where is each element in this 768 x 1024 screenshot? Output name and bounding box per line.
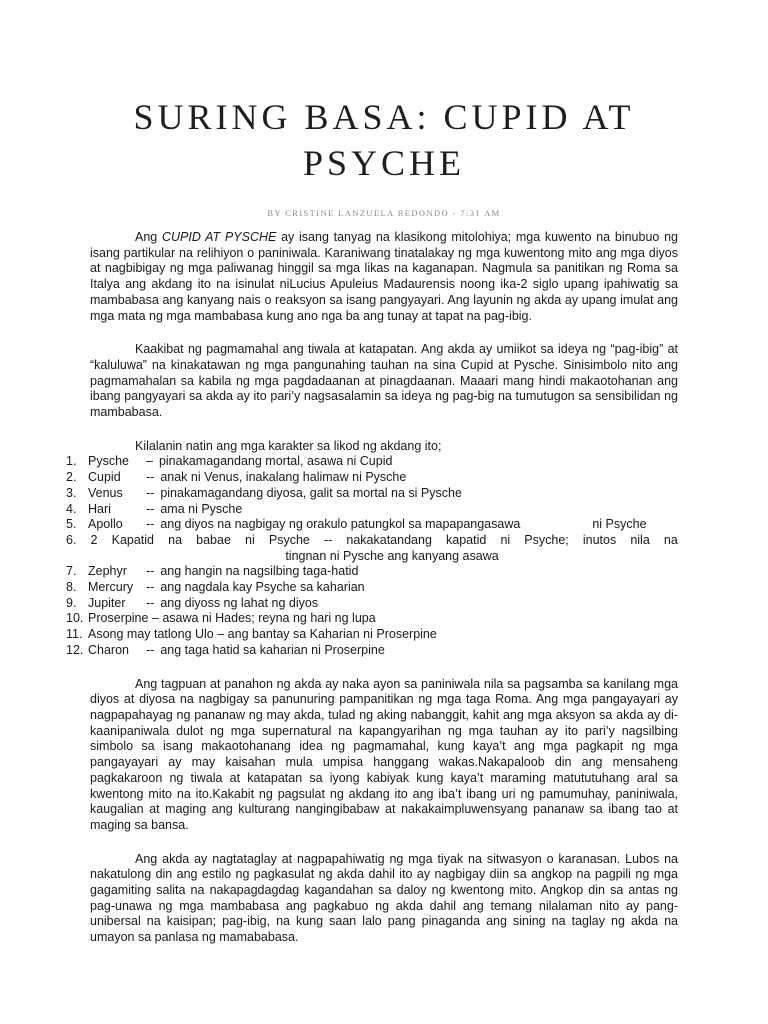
list-item: [66, 533, 678, 564]
character-name: Mercury: [88, 580, 134, 595]
character-desc: ama ni Pysche: [160, 501, 243, 516]
characters-intro: Kilalanin natin ang mga karakter sa likod ng akdang ito;: [135, 438, 442, 453]
list-item: [66, 643, 678, 659]
item-number: 10.: [66, 611, 84, 626]
word: Kapatid: [111, 532, 155, 547]
item-number: 9.: [66, 595, 77, 610]
character-desc: ang nagdala kay Psyche sa kaharian: [160, 580, 365, 595]
word: kapatid: [446, 532, 487, 547]
separator: –: [146, 454, 153, 469]
word: inutos: [582, 532, 617, 547]
list-item: [66, 486, 678, 502]
separator: --: [146, 642, 155, 657]
separator: --: [146, 501, 155, 516]
word: na: [168, 532, 183, 547]
list-item: [66, 580, 678, 596]
list-item: [66, 564, 678, 580]
character-name: Hari: [88, 501, 111, 516]
character-desc: ang diyoss ng lahat ng diyos: [160, 595, 319, 610]
word: --: [323, 532, 333, 547]
character-name: Zephyr: [88, 564, 127, 579]
item-number: 8.: [66, 580, 77, 595]
word: ni: [245, 532, 255, 547]
word: Psyche;: [524, 532, 569, 547]
paragraph-4: Ang akda ay nagtataglay at nagpapahiwatig ng mga tiyak na sitwasyon o karanasan. Lubos na nakatulong din ang estilo ng pagkasulat ng akda dahil ito ay nagbigay diin sa angkop na pagpili ng mga gagamiting salita na nakapagdagdag kagandahan sa daloy ng kwentong mito. Angkop din sa antas ng pag-unawa ng mga mambabasa ang pagkabuo ng akda dahil ang temang nilalaman nito ay pang-unibersal na kaisipan; pag-ibig, na kung saan lalo pang pinaganda ang sining na taglay ng akda na umayon sa panlasa ng mamababasa.: [90, 851, 678, 945]
word: nakakatandang: [346, 532, 432, 547]
item-number: 4.: [66, 501, 77, 516]
character-desc: ang taga hatid sa kaharian ni Proserpine: [160, 642, 385, 657]
character-desc: anak ni Venus, inakalang halimaw ni Pysche: [160, 470, 407, 485]
list-item: [66, 517, 678, 533]
list-item: [66, 502, 678, 518]
character-desc: pinakamagandang diyosa, galit sa mortal na si Pysche: [160, 485, 462, 500]
item-number: 3.: [66, 485, 77, 500]
p1-lead: Ang: [135, 230, 162, 244]
separator: --: [146, 470, 155, 485]
item-number: 2.: [66, 470, 77, 485]
paragraph-3: Ang tagpuan at panahon ng akda ay naka ayon sa paniniwala nila sa pagsamba sa kanilang mga diyos at diyosa na nagbigay sa panunuring pampanitikan ng mga taga Roma. Ang mga pangayayari ay nagpapahayag ng pananaw ng may akda, tulad ng aking nabanggit, kahit ang mga aksyon sa akda ay di-kaanipaniwala dulot ng mga supernatural na kapangyarihan ng mga tauhan ay ito pari’y nagsilbing simbolo sa isang makaotohanang idea ng pagmamahal, kung kaya’t ang mga pagkapit ng mga pangayayari ay may kaisahan mula umpisa hanggang wakas.Nakapaloob din ang mensaheng pagkakaroon ng tiwala at katapatan sa iyong kabiyak kung kaya’t maraming matututuhang aral sa kwentong mito na ito.Kakabit ng pagsulat ng akdang ito ang iba’t ibang uri ng pamumuhay, paniniwala, kaugalian at maging ang kulturang nangingibabaw at nakakaimpluwensyang pananaw sa ibang tao at maging sa bansa.: [90, 676, 678, 832]
character-list: [66, 454, 678, 658]
character-desc: pinakamagandang mortal, asawa ni Cupid: [158, 454, 393, 469]
p1-title-italic: CUPID AT PYSCHE: [161, 230, 277, 244]
item-number: 6.: [66, 532, 77, 547]
item-number: 11.: [66, 627, 83, 642]
list-item: [66, 596, 678, 612]
separator: --: [146, 595, 155, 610]
p1-rest: ay isang tanyag na klasikong mitolohiya; mga kuwento na binubuo ng isang partikular na relihiyon o paniniwala. Karaniwang tinatalakay ng mga kuwentong mito ang mga diyos at nagbibigay ng mga paliwanag hinggil sa mga likas na kaganapan. Nagmula sa panitikan ng Roma sa Italya ang akdang ito na isinulat niLucius Apuleius Madaurensis noong ika-2 siglo upang ipahiwatig sa mambabasa ang kanyang nais o reaksyon sa isang pangyayari. Ang layunin ng akda ay upang imulat ang mga mata ng mga mambabasa kung ano nga ba ang tunay at tapat na pag-ibig.: [90, 230, 678, 323]
character-name: Pysche: [88, 454, 129, 469]
character-name: Venus: [88, 485, 123, 500]
list-item: [66, 627, 678, 643]
character-name: Cupid: [88, 470, 121, 485]
document-title: SURING BASA: CUPID AT PSYCHE: [133, 97, 635, 183]
list-item: [66, 470, 678, 486]
paragraph-2: Kaakibat ng pagmamahal ang tiwala at katapatan. Ang akda ay umiikot sa ideya ng “pag-ibig” at “kaluluwa” na kinakatawan ng mga pangunahing tauhan na sina Cupid at Pysche. Sinisimbolo nito ang pagmamahalan sa kabila ng mga pagdadaanan at pinagdaanan. Maaari mang hindi makaotohanan ang ibang pangyayari sa akda ay ito pari’y nagsasalamin sa ideya ng pag-big na tumutugon sa sensibilidan ng mambabasa.: [90, 342, 678, 420]
paragraph-1: [90, 230, 678, 324]
item-6-line-1: [66, 533, 678, 549]
character-desc: ang hangin na nagsilbing taga-hatid: [160, 564, 359, 579]
character-line: Proserpine – asawa ni Hades; reyna ng hari ng lupa: [88, 611, 376, 626]
word: Psyche: [268, 532, 310, 547]
byline: BY CRISTINE LANZUELA REDONDO - 7:31 AM: [267, 208, 501, 218]
character-name: Apollo: [88, 517, 123, 532]
item-number: 7.: [66, 564, 77, 579]
word: ni: [500, 532, 511, 547]
word: na: [663, 532, 678, 547]
item-number: 5.: [66, 517, 77, 532]
separator: --: [146, 580, 155, 595]
list-item: [66, 454, 678, 470]
separator: --: [146, 485, 155, 500]
item-number: 12.: [66, 642, 84, 657]
character-name: Charon: [88, 642, 129, 657]
character-desc-tail: ni Psyche: [592, 517, 647, 532]
item-6-line-2: tingnan ni Pysche ang kanyang asawa: [285, 548, 499, 563]
separator: --: [146, 564, 155, 579]
character-desc: ang diyos na nagbigay ng orakulo patungkol sa mapapangasawa: [160, 517, 521, 532]
word: 2: [90, 532, 98, 547]
item-number: 1.: [66, 454, 77, 469]
list-item: [66, 611, 678, 627]
word: babae: [196, 532, 231, 547]
character-line: Asong may tatlong Ulo – ang bantay sa Kaharian ni Proserpine: [88, 627, 437, 642]
separator: --: [146, 517, 155, 532]
character-name: Jupiter: [88, 595, 126, 610]
word: nila: [630, 532, 650, 547]
